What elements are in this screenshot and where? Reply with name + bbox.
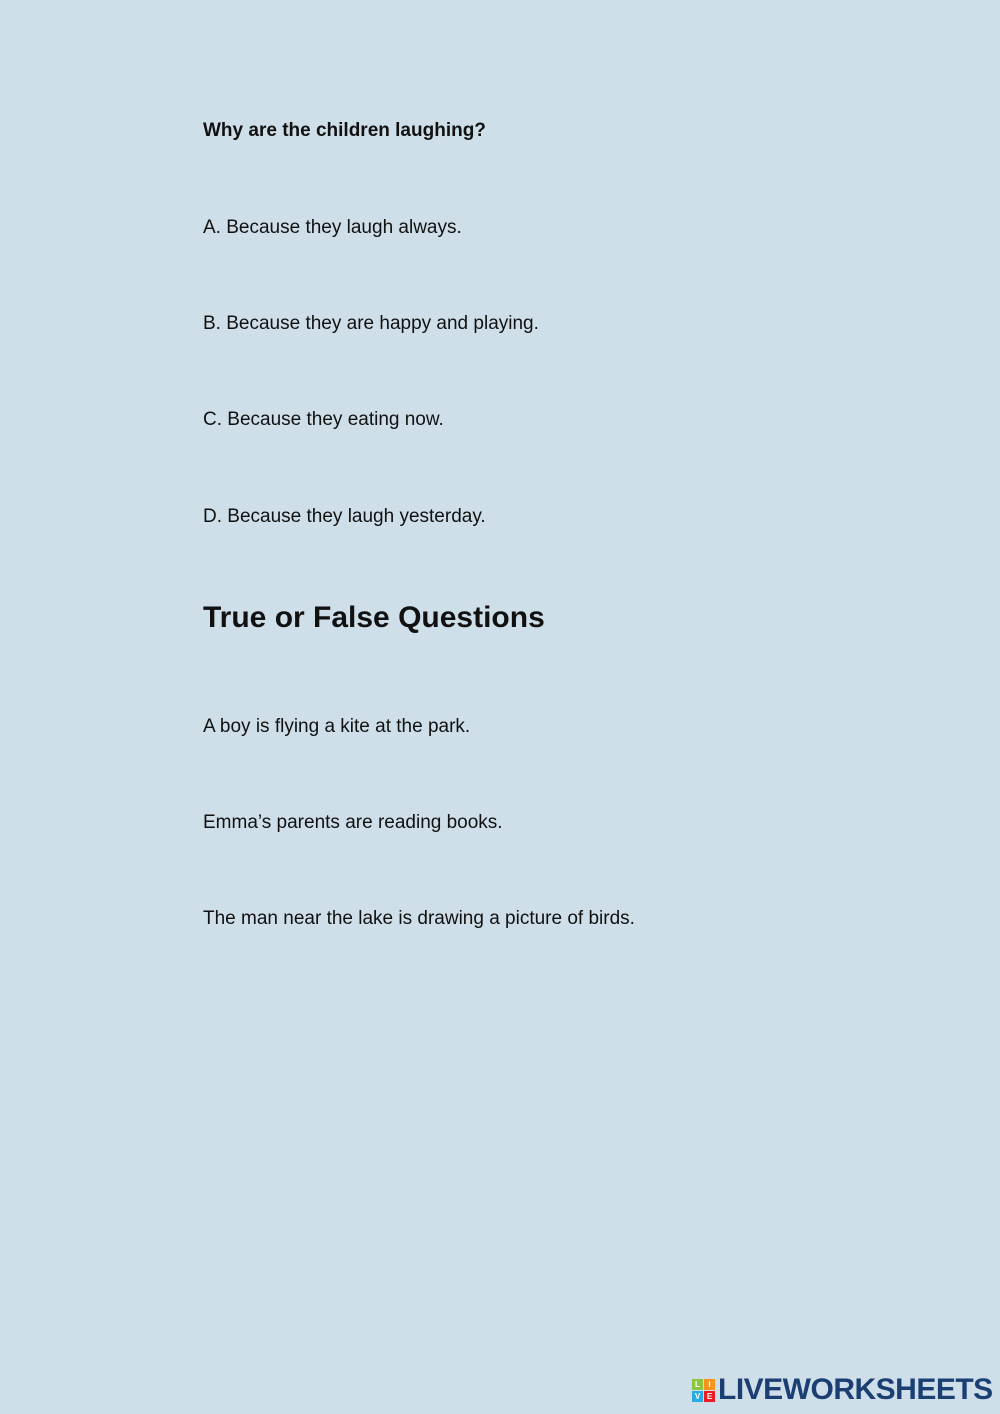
section-heading: True or False Questions: [203, 601, 545, 634]
statement-1: A boy is flying a kite at the park.: [203, 716, 471, 737]
logo-letter-e: E: [704, 1391, 715, 1402]
logo-wordmark: LIVEWORKSHEETS: [718, 1373, 993, 1406]
option-c[interactable]: C. Because they eating now.: [203, 409, 444, 430]
option-d[interactable]: D. Because they laugh yesterday.: [203, 506, 486, 527]
option-a[interactable]: A. Because they laugh always.: [203, 217, 462, 238]
logo-letter-l: L: [692, 1379, 703, 1390]
logo-letter-v: V: [692, 1391, 703, 1402]
logo-letter-i: I: [704, 1379, 715, 1390]
liveworksheets-logo-icon: [692, 1379, 715, 1402]
statement-3: The man near the lake is drawing a picture of birds.: [203, 908, 635, 929]
statement-2: Emma’s parents are reading books.: [203, 812, 503, 833]
question-text: Why are the children laughing?: [203, 120, 486, 141]
liveworksheets-logo[interactable]: [692, 1374, 993, 1406]
option-b[interactable]: B. Because they are happy and playing.: [203, 313, 539, 334]
